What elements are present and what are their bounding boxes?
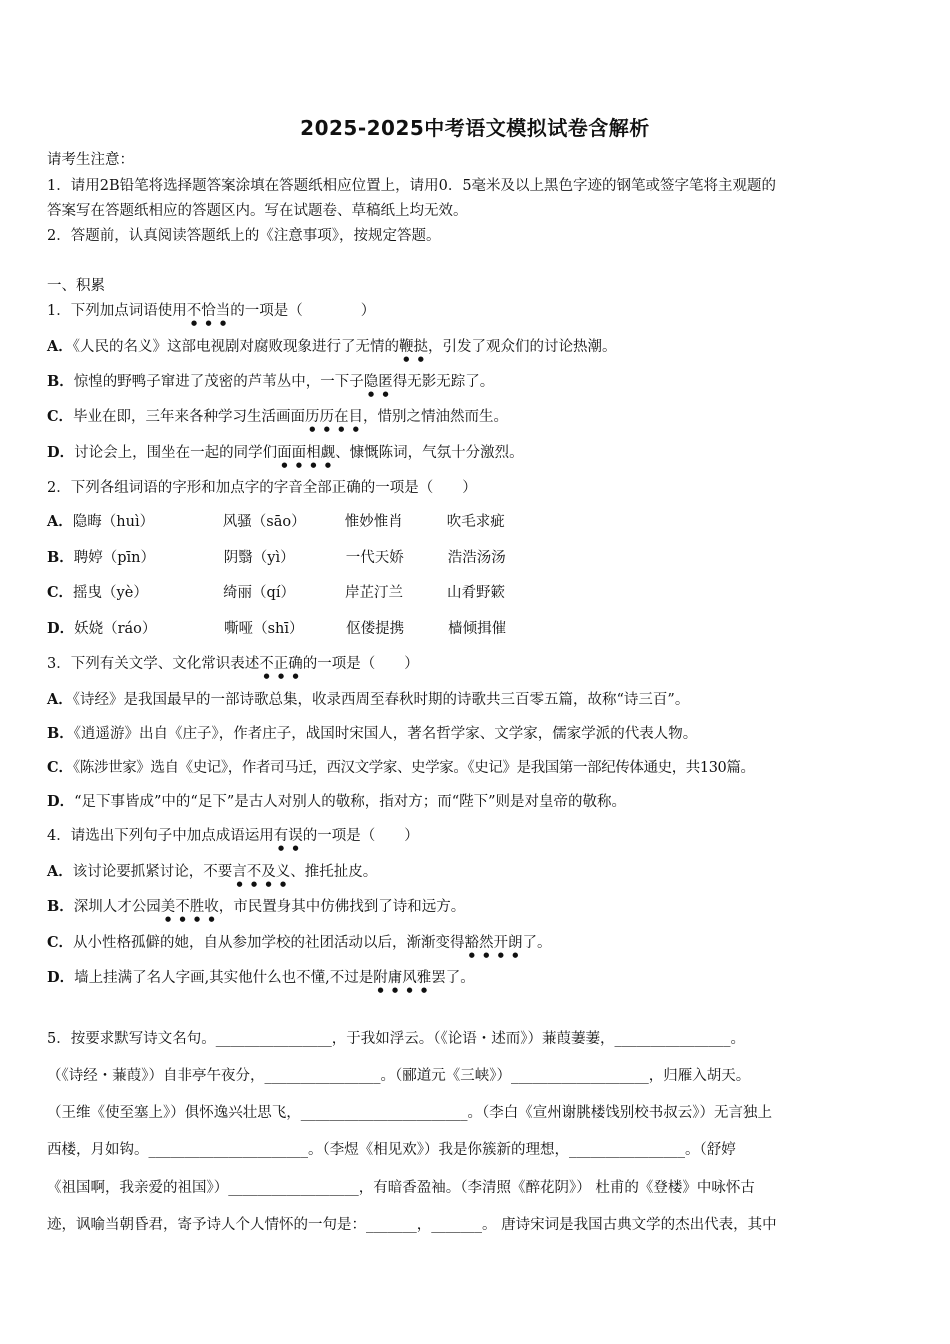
q4-option-b: [47, 897, 465, 923]
q1-option-a: [47, 337, 617, 363]
q4-option-a: [47, 862, 377, 888]
q1-option-b: [47, 372, 494, 398]
option-label: B．: [47, 725, 74, 742]
q1-option-d: [47, 443, 524, 469]
option-text-end: ，市民置身其中仿佛找到了诗和远方。: [218, 899, 466, 915]
option-emphasis: 言不及义: [232, 864, 291, 880]
option-word-2: 风骚（sāo）: [222, 514, 306, 530]
q3-option-a: [47, 690, 689, 710]
option-word-2: 嘶哑（shī）: [224, 621, 304, 637]
q5-line-4: 西楼，月如钩。______________________。（李煜《相见欢》）我是你簇新的理想，________________。（舒婷: [47, 1142, 736, 1158]
q5-line-5: 《祖国啊，我亲爱的祖国》）__________________，有暗香盈袖。（李清照《醉花阴》） 杜甫的《登楼》中咏怀古: [47, 1180, 755, 1196]
q4-option-d: [47, 968, 475, 994]
option-emphasis: 鞭挞: [399, 339, 429, 355]
option-word-4: 山肴野簌: [447, 585, 506, 601]
q2-option-b: [47, 548, 506, 568]
option-label: D．: [47, 620, 75, 637]
q3-stem-emphasis: 不正确: [259, 656, 303, 672]
q1-option-c: [47, 407, 508, 433]
option-word-3: 伛偻提携: [346, 621, 405, 637]
option-text: 该讨论要抓紧讨论，不要: [72, 864, 233, 880]
page-title: 2025-2025中考语文模拟试卷含解析: [300, 116, 650, 140]
option-text: 深圳人才公园: [73, 899, 161, 915]
option-label: A．: [47, 513, 73, 530]
option-word-1: 摇曳（yè）: [73, 585, 148, 601]
option-label: C．: [47, 759, 74, 776]
q3-option-c: [47, 758, 755, 778]
option-label: B．: [47, 373, 74, 390]
option-emphasis: 面面相觑: [277, 445, 336, 461]
q4-stem-text: 4．请选出下列句子中加点成语运用: [47, 828, 274, 844]
q1-stem-emphasis: 不恰当: [186, 303, 231, 319]
option-label: A．: [47, 691, 73, 708]
option-word-4: 吹毛求疵: [446, 514, 505, 530]
q2-option-a: [47, 512, 505, 532]
notice-heading: 请考生注意：: [47, 152, 134, 168]
option-text: 从小性格孤僻的她，自从参加学校的社团活动以后，渐渐变得: [73, 935, 465, 951]
q4-stem: [47, 826, 419, 852]
option-text-end: ，惜别之情油然而生。: [363, 409, 509, 425]
q2-option-d: [47, 619, 506, 639]
option-label: B．: [47, 898, 74, 915]
option-text-end: 得无影无踪了。: [392, 374, 495, 390]
q5-line-2: （《诗经・蒹葭》）自非亭午夜分，________________。（郦道元《三峡》）___________________，归雁入胡天。: [47, 1068, 751, 1084]
q4-stem-emphasis: 有误: [273, 828, 303, 844]
option-text-end: 罢了。: [431, 970, 475, 986]
q3-stem-text: 3．下列有关文学、文化常识表述: [47, 656, 260, 672]
option-label: D．: [47, 444, 75, 461]
option-emphasis: 历历在目: [305, 409, 364, 425]
option-word-3: 岸芷汀兰: [345, 585, 404, 601]
option-text: “足下事皆成”中的“足下”是古人对别人的敬称，指对方；而“陛下”则是对皇帝的敬称。: [74, 794, 627, 810]
q3-stem-text-end: 的一项是（ ）: [302, 656, 419, 672]
option-word-4: 樯倾揖催: [448, 621, 507, 637]
option-word-4: 浩浩汤汤: [447, 550, 506, 566]
option-word-1: 妖娆（ráo）: [74, 621, 157, 637]
q2-stem: 2．下列各组词语的字形和加点字的字音全部正确的一项是（ ）: [47, 480, 477, 496]
option-text: 讨论会上，围坐在一起的同学们: [74, 445, 278, 461]
section-heading: 一、积累: [47, 278, 105, 294]
q5-line-3: （王维《使至塞上》）俱怀逸兴壮思飞，_______________________。（李白《宣州谢朓楼饯别校书叔云》）无言独上: [47, 1105, 772, 1121]
option-text: 惊惶的野鸭子窜进了茂密的芦苇丛中，一下子: [73, 374, 364, 390]
option-word-2: 阴翳（yì）: [223, 550, 295, 566]
option-text: 《逍遥游》出自《庄子》，作者庄子，战国时宋国人，著名哲学家、文学家，儒家学派的代表人物。: [73, 726, 698, 742]
option-emphasis: 美不胜收: [160, 899, 219, 915]
option-label: C．: [47, 934, 74, 951]
q3-option-d: [47, 792, 626, 812]
option-text: 《人民的名义》这部电视剧对腐败现象进行了无情的: [72, 339, 400, 355]
q4-option-c: [47, 933, 552, 959]
option-word-3: 惟妙惟肖: [344, 514, 403, 530]
option-label: C．: [47, 584, 74, 601]
q5-line-1: 5．按要求默写诗文名句。________________，于我如浮云。（《论语・述而》）蒹葭萋萋，________________。: [47, 1031, 745, 1047]
q1-stem-text: 1．下列加点词语使用: [47, 303, 187, 319]
option-label: D．: [47, 793, 75, 810]
notice-item-1a: 1．请用2B铅笔将选择题答案涂填在答题纸相应位置上，请用0．5毫米及以上黑色字迹的钢笔或签字笔将主观题的: [47, 178, 777, 194]
option-label: B．: [47, 549, 74, 566]
option-text-end: ，引发了观众们的讨论热潮。: [428, 339, 617, 355]
option-word-2: 绮丽（qí）: [223, 585, 295, 601]
q2-option-c: [47, 583, 505, 603]
option-text: 墙上挂满了名人字画,其实他什么也不懂,不过是: [74, 970, 374, 986]
option-label: C．: [47, 408, 74, 425]
option-text-end: 、推托扯皮。: [290, 864, 378, 880]
option-text: 《诗经》是我国最早的一部诗歌总集，收录西周至春秋时期的诗歌共三百零五篇，故称“诗三百”。: [72, 692, 690, 708]
option-label: A．: [47, 863, 73, 880]
option-text-end: 、慷慨陈词，气氛十分激烈。: [335, 445, 524, 461]
option-text-end: 了。: [522, 935, 552, 951]
q1-stem: [47, 301, 375, 327]
q1-stem-text-end: 的一项是（ ）: [230, 303, 376, 319]
q4-stem-text-end: 的一项是（ ）: [302, 828, 419, 844]
option-emphasis: 隐匿: [363, 374, 393, 390]
q5-line-6: 迹，讽喻当朝昏君，寄予诗人个人情怀的一句是：_______，_______。 唐诗宋词是我国古典文学的杰出代表，其中: [47, 1217, 777, 1233]
option-label: D．: [47, 969, 75, 986]
option-word-1: 聘婷（pīn）: [73, 550, 156, 566]
option-label: A．: [47, 338, 73, 355]
option-word-1: 隐晦（huì）: [72, 514, 155, 530]
q3-option-b: [47, 724, 697, 744]
option-emphasis: 豁然开朗: [464, 935, 523, 951]
option-word-3: 一代天娇: [345, 550, 404, 566]
notice-item-2: 2．答题前，认真阅读答题纸上的《注意事项》，按规定答题。: [47, 228, 441, 244]
q3-stem: [47, 654, 419, 680]
option-text: 毕业在即，三年来各种学习生活画面: [73, 409, 306, 425]
option-emphasis: 附庸风雅: [373, 970, 432, 986]
notice-item-1b: 答案写在答题纸相应的答题区内。写在试题卷、草稿纸上均无效。: [47, 203, 468, 219]
option-text: 《陈涉世家》选自《史记》，作者司马迁，西汉文学家、史学家。《史记》是我国第一部纪传体通史，共130篇。: [73, 760, 755, 776]
